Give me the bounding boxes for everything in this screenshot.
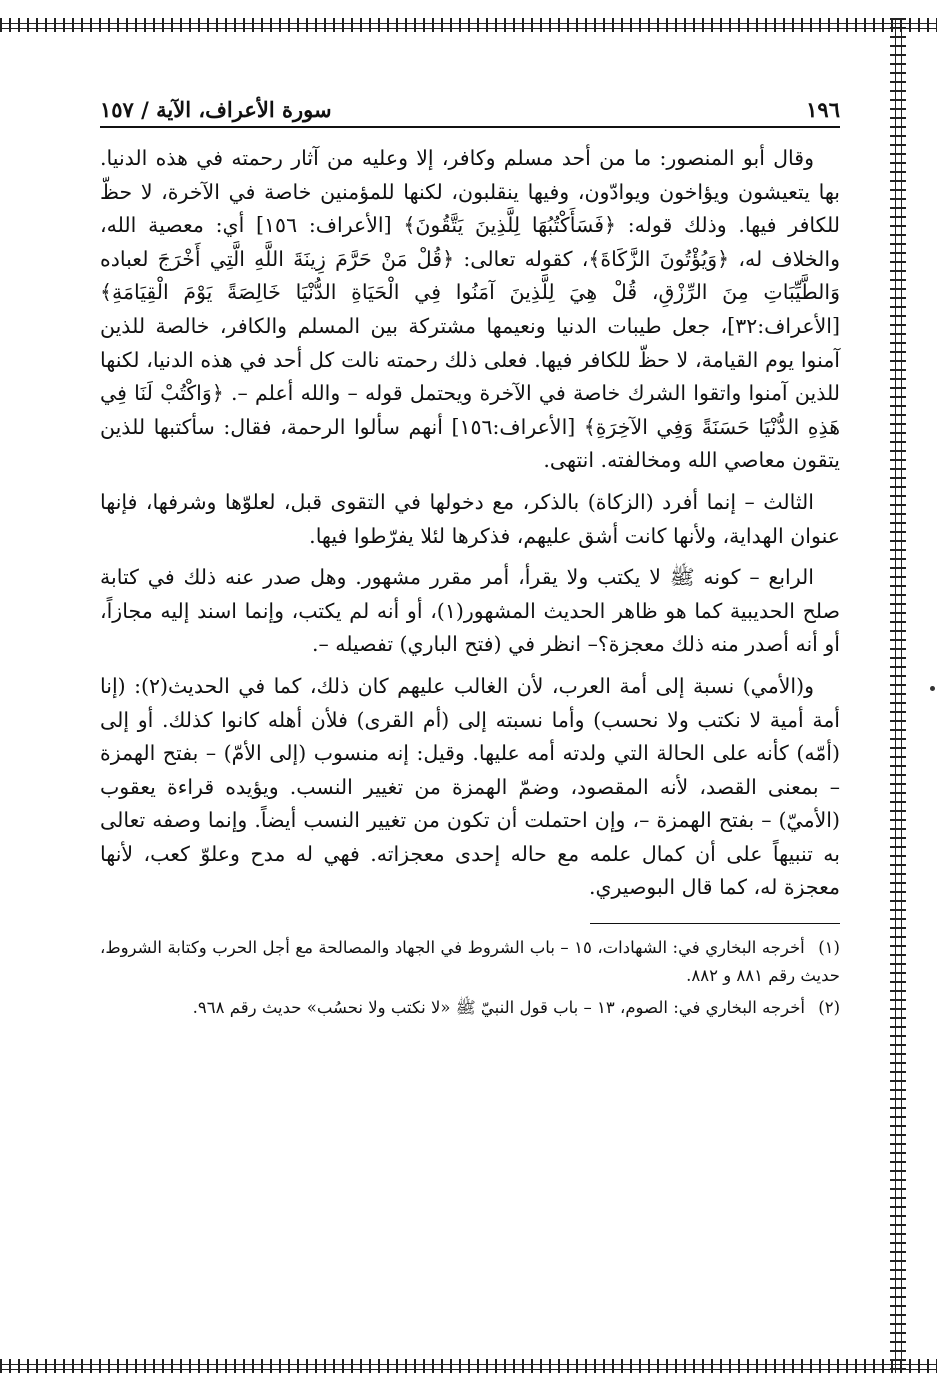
margin-dot [930,686,935,691]
footnote-2 [100,994,840,1022]
footnote-separator [590,923,840,924]
paragraph-3: الرابع – كونه ﷺ لا يكتب ولا يقرأ، أمر مقرر مشهور. وهل صدر عنه ذلك في كتابة صلح الحديبية كما هو ظاهر الحديث المشهور(١)، أو أنه لم يكتب، وإنما اسند إليه مجازاً، أو أنه أصدر منه ذلك معجزة؟– انظر في (فتح الباري) تفصيله –. [100,565,840,657]
paragraph-2: الثالث – إنما أفرد (الزكاة) بالذكر، مع دخولها في التقوى قبل، لعلوّها وشرفها، فإنها عنوان الهداية، ولأنها كانت أشق عليهم، فذكرها لئلا يفرّطوا فيها. [100,489,840,548]
footnote-number: (٢) [818,998,840,1018]
surah-title: سورة الأعراف، الآية / ١٥٧ [100,97,332,122]
page-header [100,86,840,128]
paragraph-4: و(الأمي) نسبة إلى أمة العرب، لأن الغالب عليهم كان ذلك، كما في الحديث(٢): (إنا أمة أمية لا نكتب ولا نحسب) وأما نسبته إلى (أم القرى) فلأن أهله كانوا كذلك. أو إلى (أمّه) كأنه على الحالة التي ولدته أمه عليها. وقيل: إنه منسوب (إلى الأمّ) – بفتح الهمزة – بمعنى القصد، لأنه المقصود، وضمّ الهمزة من تغيير النسب. ويؤيده قراءة يعقوب (الأميّ) – بفتح الهمزة –، وإن احتملت أن تكون من تغيير النسب أيضاً. وإنما وصفه تعالى به تنبيهاً على أن كمال علمه مع حاله إحدى معجزاته. فهي له مدح وعلوّ كعب، لأنها معجزة له، كما قال البوصيري. [100,673,840,900]
page-number: ١٩٦ [806,97,840,122]
footnote-number: (١) [818,938,840,958]
page-body [100,142,840,905]
decorative-border-top [0,18,937,32]
book-page [100,86,840,1026]
footnote-text: أخرجه البخاري في: الصوم، ١٣ – باب قول النبيّ ﷺ «لا نكتب ولا نحسُب» حديث رقم ٩٦٨. [192,998,805,1018]
decorative-border-bottom [0,1359,937,1373]
decorative-border-right [890,18,906,1373]
footnotes [100,934,840,1022]
footnote-text: أخرجه البخاري في: الشهادات، ١٥ – باب الشروط في الجهاد والمصالحة مع أجل الحرب وكتابة الشروط، حديث رقم ٨٨١ و ٨٨٢. [100,938,840,986]
paragraph-1: وقال أبو المنصور: ما من أحد مسلم وكافر، إلا وعليه من آثار رحمته في هذه الدنيا. بها يتعيشون ويؤاخون ويوادّون، وفيها ينقلبون، لكنها للمؤمنين خاصة في الآخرة، لا حظّ للكافر فيها. وذلك قوله: ﴿فَسَأَكْتُبُهَا لِلَّذِينَ يَتَّقُونَ﴾ [الأعراف: ١٥٦] أي: معصية الله، والخلاف له، ﴿وَيُؤْتُونَ الزَّكَاةَ﴾، كقوله تعالى: ﴿قُلْ مَنْ حَرَّمَ زِينَةَ اللَّهِ الَّتِي أَخْرَجَ لعباده وَالطَّيِّبَاتِ مِنَ الرِّزْقِ، قُلْ هِيَ لِلَّذِينَ آمَنُوا فِي الْحَيَاةِ الدُّنْيَا خَالِصَةً يَوْمَ الْقِيَامَةِ﴾ [الأعراف:٣٢]، جعل طيبات الدنيا ونعيمها مشتركة بين المسلم والكافر، خالصة للذين آمنوا يوم القيامة، لا حظّ للكافر فيها. فعلى ذلك رحمته نالت كل أحد في هذه الدنيا، لكنها للذين آمنوا واتقوا الشرك خاصة في الآخرة ويحتمل قوله – والله أعلم –. ﴿وَاكْتُبْ لَنَا فِي هَذِهِ الدُّنْيَا حَسَنَةً وَفِي الآخِرَةِ﴾ [الأعراف:١٥٦] أنهم سألوا الرحمة، فقال: سأكتبها للذين يتقون معاصي الله ومخالفته. انتهى. [100,146,841,473]
footnote-1 [100,934,840,990]
